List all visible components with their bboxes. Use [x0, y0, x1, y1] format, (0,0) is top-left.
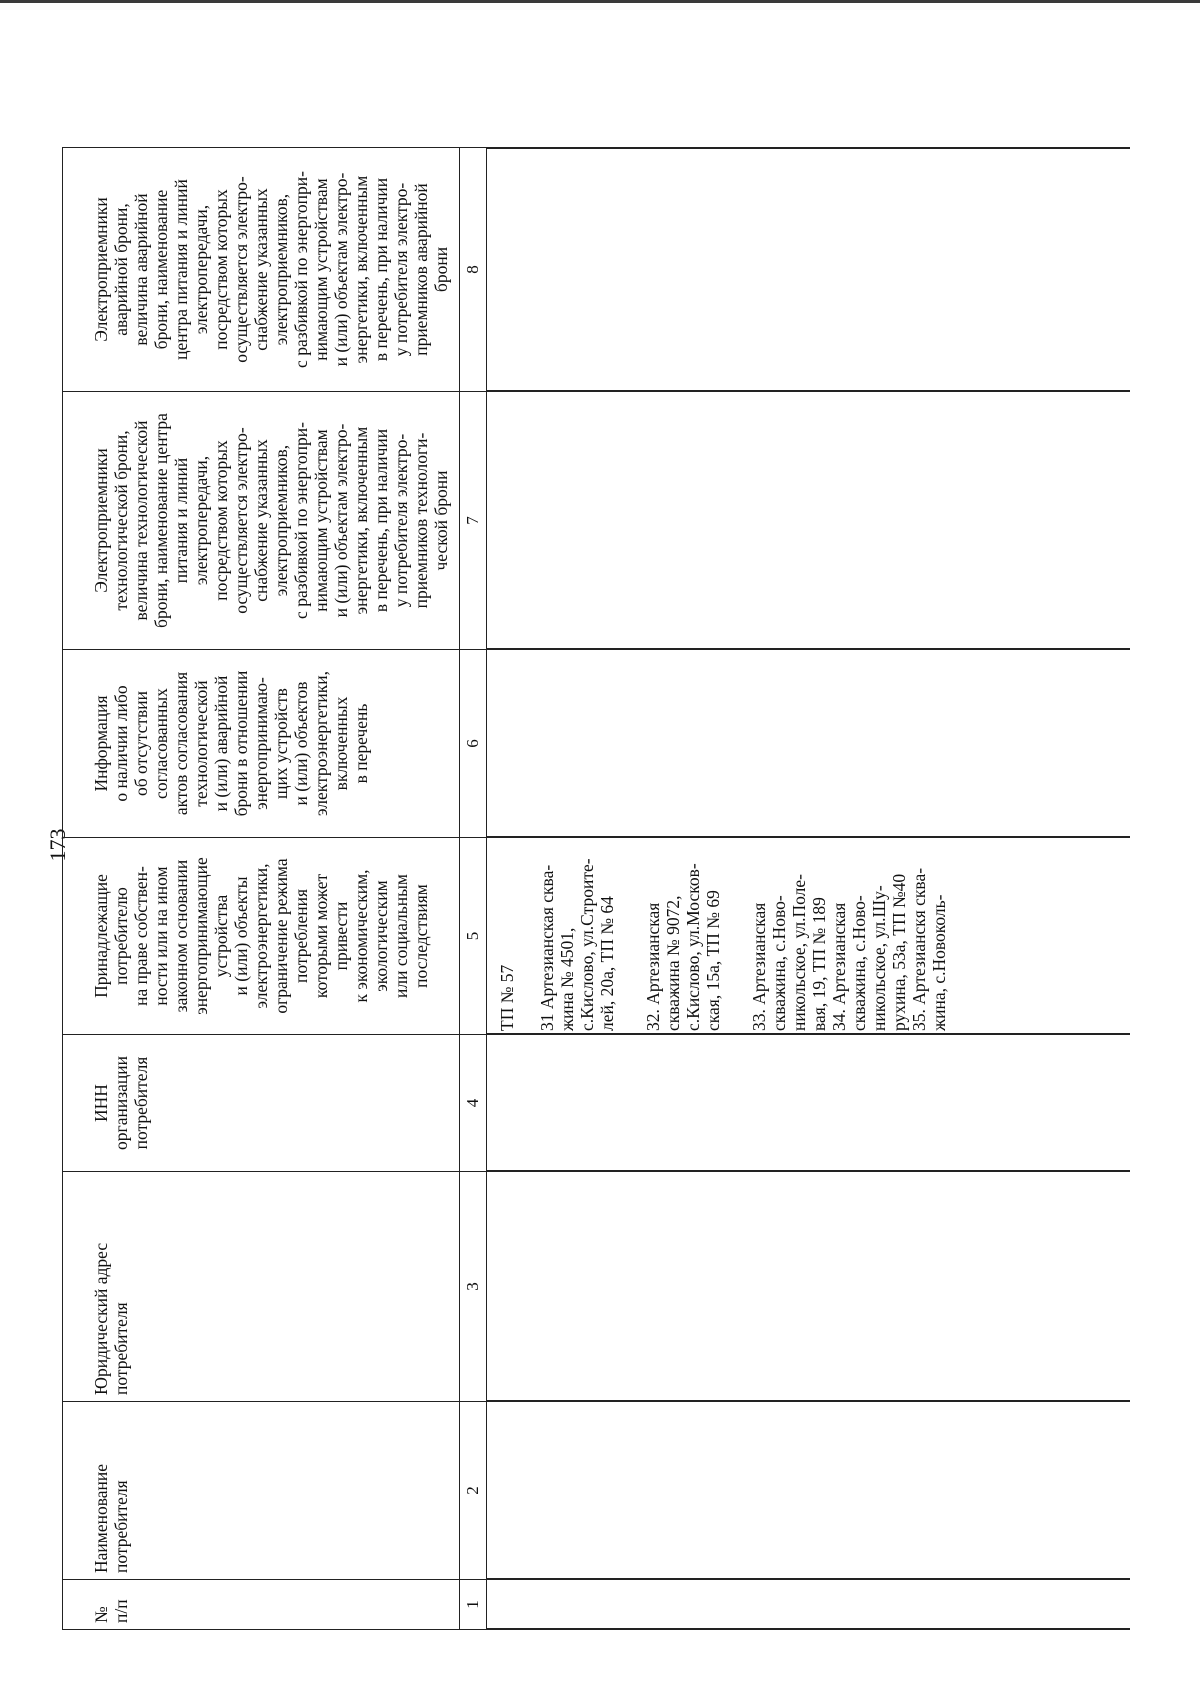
list-item: 31 Артезианская сква- жина № 4501, с.Кислово, ул.Строите- лей, 20а, ТП № 64: [537, 858, 617, 1031]
list-item: 35. Артезианскя сква- жина, с.Новоколь-: [909, 867, 949, 1031]
col-number-6: 6: [460, 650, 487, 838]
tp-label: ТП № 57: [497, 964, 517, 1031]
col-tech-reserve-header: Электроприемники технологической брони, величина технологической брони, наименование центра питания и линий электропередачи, посредством которых осуществляется электро- снабжение указанных электроприемников, с разбивкой по энергопри- нимающим устройствам и (или) объектам электро- энергетики, включенным в перечень, при наличии у потребителя электро- приемников технологи- ческой брони: [63, 392, 460, 650]
list-item: 32. Артезианская скважина № 9072, с.Кислово, ул.Москов- ская, 15а, ТП № 69: [643, 863, 723, 1031]
column-rule: [487, 1579, 1130, 1581]
page-number: 173: [45, 828, 70, 862]
col-number-8: 8: [460, 148, 487, 392]
list-item: 33. Артезианская скважина, с.Ново- никольское, ул.Поле- вая, 19, ТП № 189: [749, 873, 829, 1031]
header-row: [63, 148, 460, 1630]
consumer-table: [62, 147, 487, 1630]
col-consumer-name-header: Наименование потребителя: [63, 1402, 460, 1580]
column-rule: [487, 1034, 1130, 1036]
column-rule: [487, 1629, 1130, 1631]
col-number-2: 2: [460, 1402, 487, 1580]
col-number-header: № п/п: [63, 1580, 460, 1630]
col-number-7: 7: [460, 392, 487, 650]
col-inn-header: ИНН организации потребителя: [63, 1035, 460, 1172]
column-rule: [487, 837, 1130, 839]
column-rule: [487, 649, 1130, 651]
column-rule: [487, 148, 1130, 150]
col-acts-header: Информация о наличии либо об отсутствии согласованных актов согласования технологической и (или) аварийной брони в отношении энергопринимаю- щих устройств и (или) объектов электроэнергетики, включенных в перечень: [63, 650, 460, 838]
column-rule: [487, 391, 1130, 393]
col-number-1: 1: [460, 1580, 487, 1630]
column-rule: [487, 1401, 1130, 1403]
column-rule: [487, 1171, 1130, 1173]
list-item: 34. Артезианская скважина, с.Ново- никольское, ул.Шу- рухина, 53а, ТП №40: [829, 873, 909, 1031]
col-emergency-reserve-header: Электроприемники аварийной брони, величина аварийной брони, наименование центра питания и линий электропередачи, посредством которых осуществляется электро- снабжение указанных электроприемников, с разбивкой по энергопри- нимающим устройствам и (или) объектам электро- энергетики, включенным в перечень, при наличии у потребителя электро- приемников аварийной брони: [63, 148, 460, 392]
col-number-4: 4: [460, 1035, 487, 1172]
col-legal-address-header: Юридический адрес потребителя: [63, 1172, 460, 1402]
entry-list: [537, 839, 949, 1031]
col-number-3: 3: [460, 1172, 487, 1402]
col-number-5: 5: [460, 838, 487, 1035]
column-number-row: [460, 148, 487, 1630]
table-body-area: [487, 147, 1130, 1630]
col-devices-header: Принадлежащие потребителю на праве собствен- ности или на ином законном основании энергопринимающие устройства и (или) объекты электроэнергетики, ограничение режима потребления которыми может привести к экономическим, экологическим или социальным последствиям: [63, 838, 460, 1035]
